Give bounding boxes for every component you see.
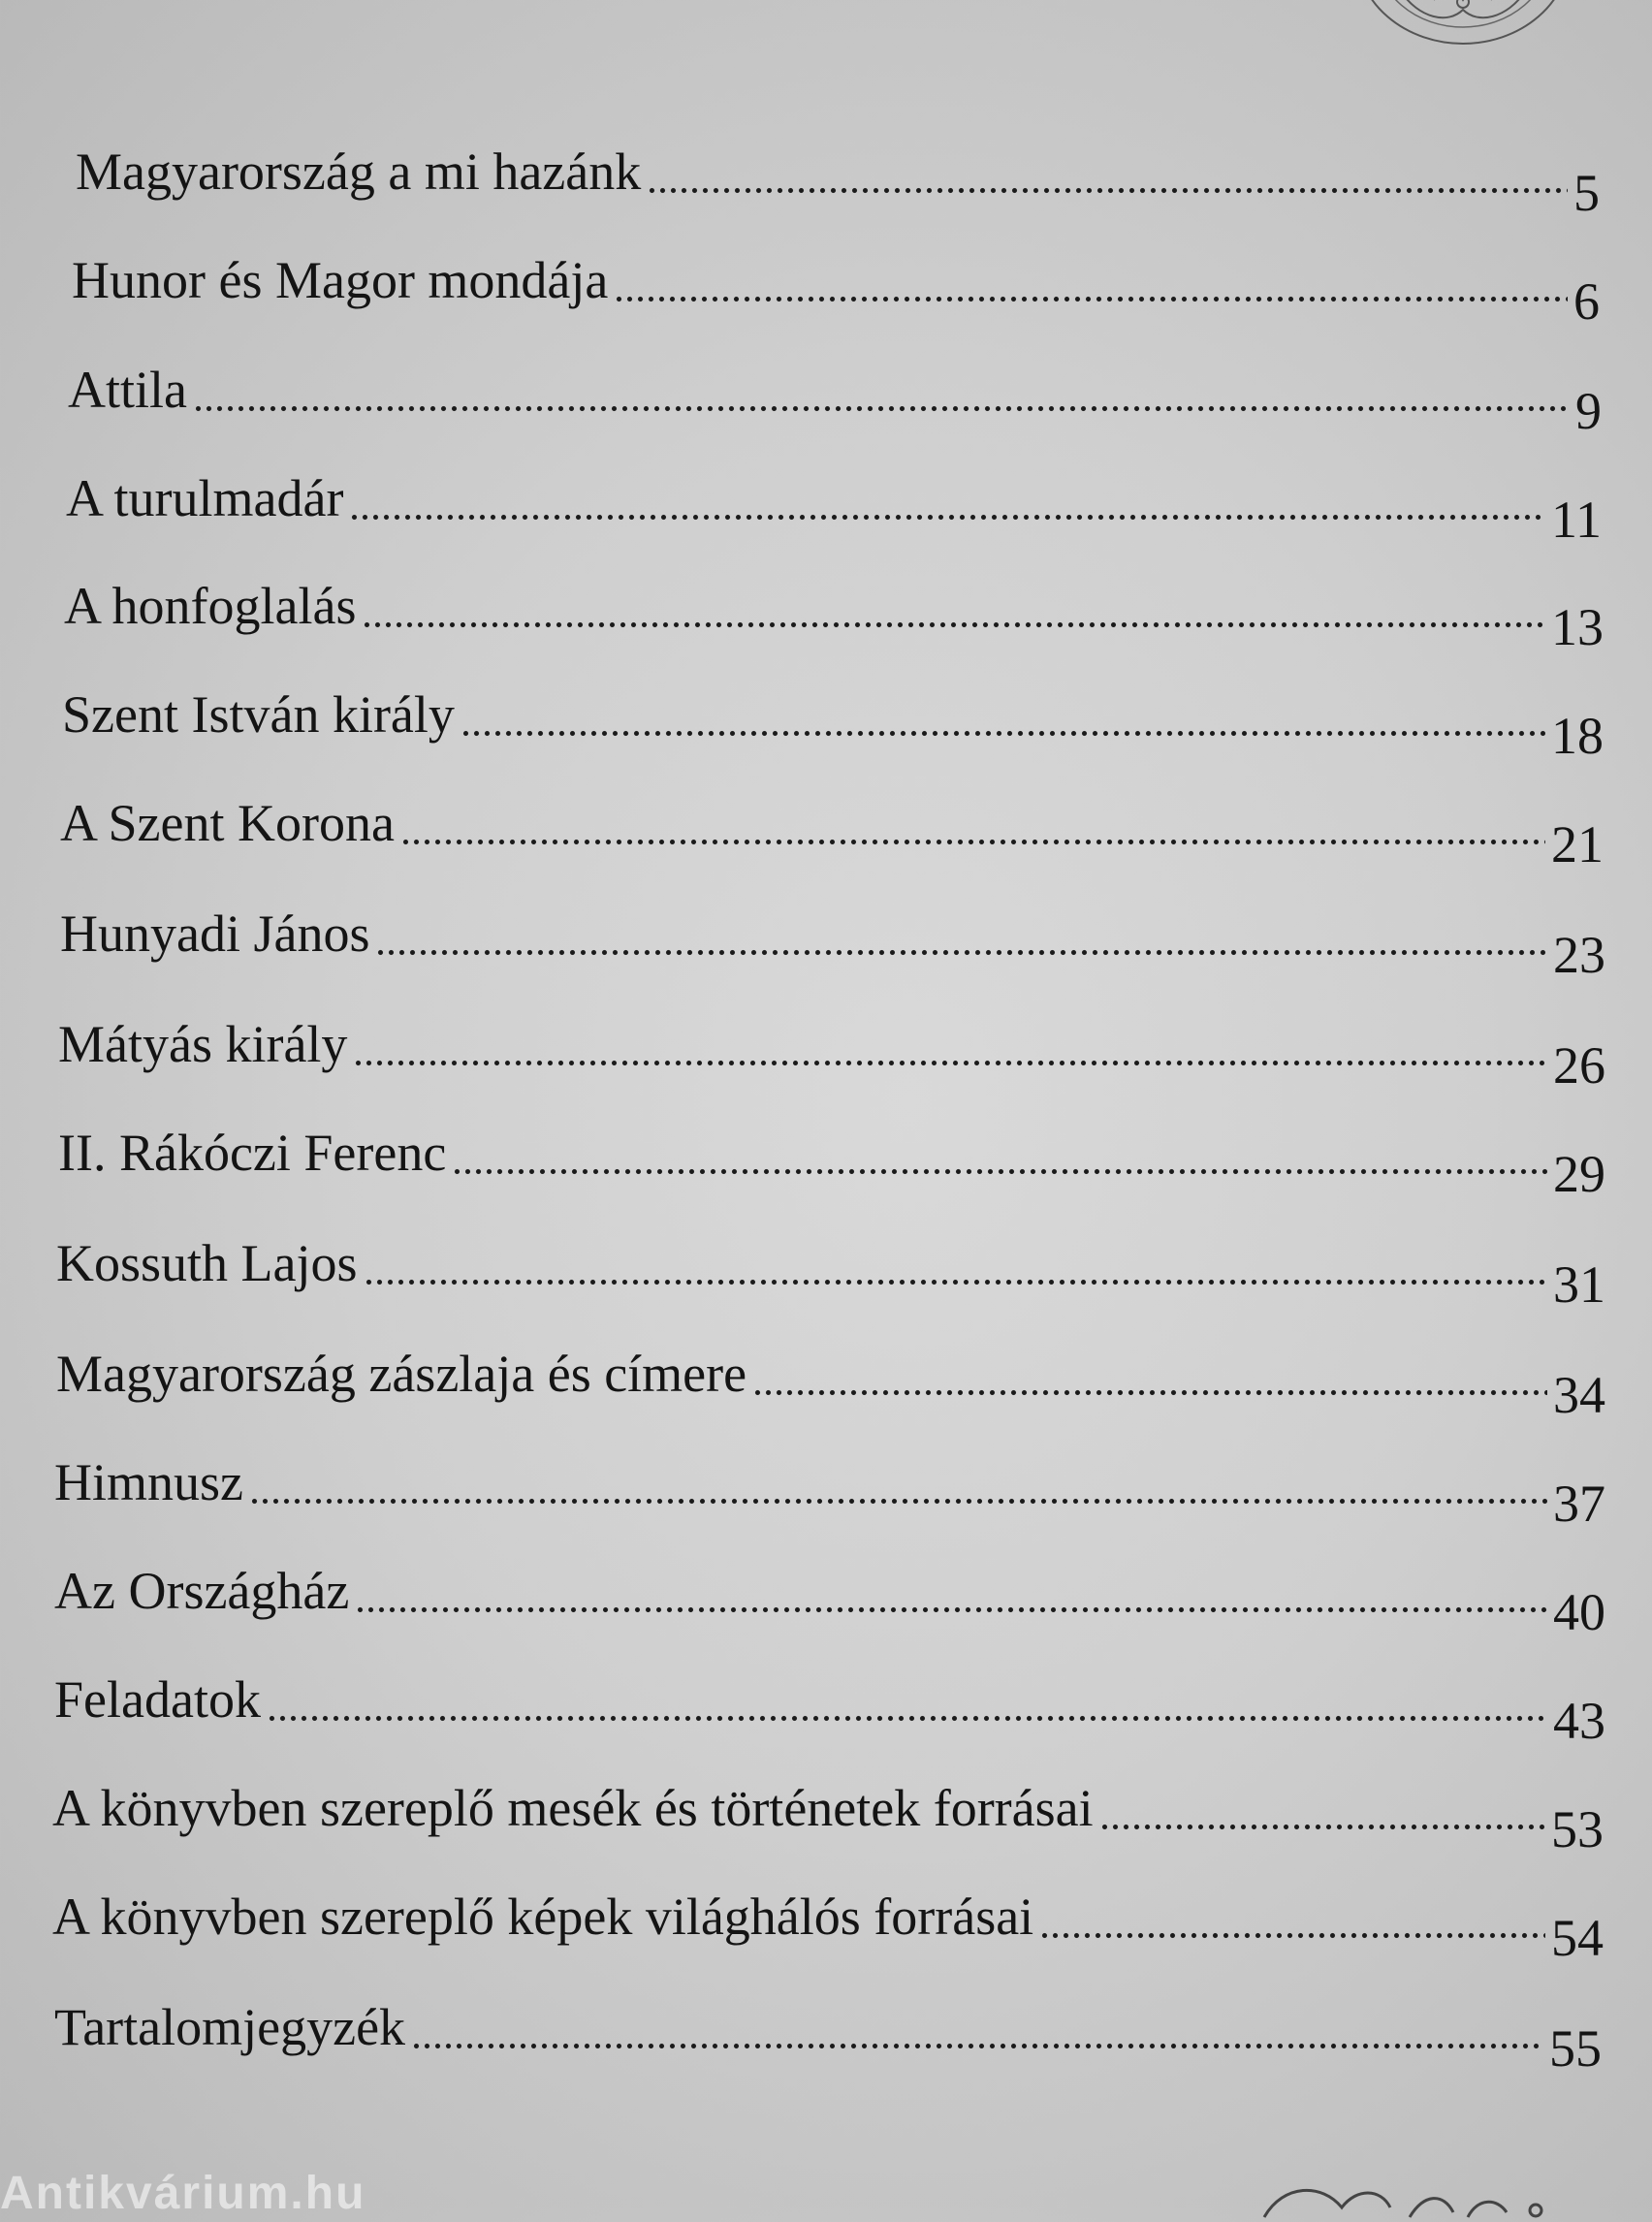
dot-leader [411, 2012, 1543, 2050]
toc-entry [54, 1453, 1605, 1533]
dot-leader [614, 265, 1568, 303]
toc-entry-title: II. Rákóczi Ferenc [58, 1124, 447, 1182]
toc-entry [62, 685, 1604, 765]
dot-leader [400, 808, 1545, 846]
toc-entry [68, 361, 1602, 440]
dot-leader [375, 918, 1547, 957]
dot-leader [647, 156, 1568, 195]
toc-entry-page: 9 [1575, 382, 1602, 440]
toc-entry [56, 1345, 1605, 1424]
toc-entry-page: 40 [1553, 1583, 1605, 1641]
dot-leader [362, 590, 1545, 629]
toc-entry-title: A könyvben szereplő mesék és történetek forrásai [52, 1779, 1094, 1837]
toc-entry [52, 1888, 1604, 1967]
toc-entry-title: Magyarország zászlaja és címere [56, 1345, 747, 1403]
toc-entry-title: Az Országház [54, 1562, 350, 1620]
dot-leader [461, 699, 1545, 738]
toc-entry-page: 23 [1553, 926, 1605, 984]
toc-entry-page: 5 [1573, 164, 1600, 222]
toc-entry-page: 43 [1553, 1692, 1605, 1750]
dot-leader [193, 374, 1570, 413]
toc-entry-title: Hunor és Magor mondája [72, 251, 609, 309]
toc-entry-page: 26 [1553, 1036, 1605, 1095]
toc-entry-page: 6 [1573, 272, 1600, 331]
toc-entry-page: 55 [1549, 2019, 1602, 2078]
toc-entry [76, 143, 1600, 222]
toc-entry [60, 905, 1605, 984]
toc-entry-page: 13 [1551, 598, 1604, 656]
toc-entry-title: Attila [68, 361, 187, 419]
dot-leader [353, 1029, 1547, 1067]
toc-entry-page: 31 [1553, 1255, 1605, 1314]
toc-entry [58, 1124, 1605, 1203]
toc-entry [60, 794, 1604, 873]
toc-entry-title: Kossuth Lajos [56, 1234, 358, 1292]
toc-entry [58, 1015, 1605, 1095]
toc-entry [66, 469, 1602, 549]
dot-leader [267, 1684, 1547, 1723]
dot-leader [349, 483, 1545, 522]
toc-entry-title: Feladatok [54, 1670, 261, 1729]
toc-entry [54, 1998, 1602, 2078]
dot-leader [1039, 1901, 1545, 1940]
toc-entry [54, 1562, 1605, 1641]
toc-entry [64, 577, 1604, 656]
dot-leader [1099, 1793, 1545, 1831]
toc-entry-title: Mátyás király [58, 1015, 348, 1073]
toc-entry-page: 53 [1551, 1800, 1604, 1858]
toc-entry-title: A turulmadár [66, 469, 344, 527]
toc-entry-title: A Szent Korona [60, 794, 395, 852]
toc-entry-title: A honfoglalás [64, 577, 357, 635]
decorative-swirl-ornament-icon [1245, 2164, 1594, 2222]
toc-entry-page: 54 [1551, 1909, 1604, 1967]
toc-entry-title: Tartalomjegyzék [54, 1998, 406, 2056]
dot-leader [249, 1467, 1547, 1506]
toc-entry-page: 34 [1553, 1366, 1605, 1424]
toc-entry-title: Magyarország a mi hazánk [76, 143, 642, 201]
toc-entry-title: Himnusz [54, 1453, 243, 1511]
dot-leader [364, 1248, 1548, 1286]
toc-entry-title: Szent István király [62, 685, 455, 744]
toc-entry [56, 1234, 1605, 1314]
toc-entry-page: 29 [1553, 1145, 1605, 1203]
dot-leader [452, 1137, 1547, 1176]
dot-leader [355, 1575, 1547, 1614]
toc-entry-title: Hunyadi János [60, 905, 370, 963]
watermark-text: Antikvárium.hu [0, 2168, 366, 2219]
toc-entry [72, 251, 1600, 331]
toc-entry [54, 1670, 1605, 1750]
toc-entry-page: 11 [1551, 491, 1602, 549]
toc-entry-page: 21 [1551, 815, 1604, 873]
toc-entry-page: 37 [1553, 1475, 1605, 1533]
toc-entry [52, 1779, 1604, 1858]
dot-leader [752, 1358, 1547, 1397]
toc-entry-page: 18 [1551, 707, 1604, 765]
toc-entry-title: A könyvben szereplő képek világhálós forrásai [52, 1888, 1034, 1946]
